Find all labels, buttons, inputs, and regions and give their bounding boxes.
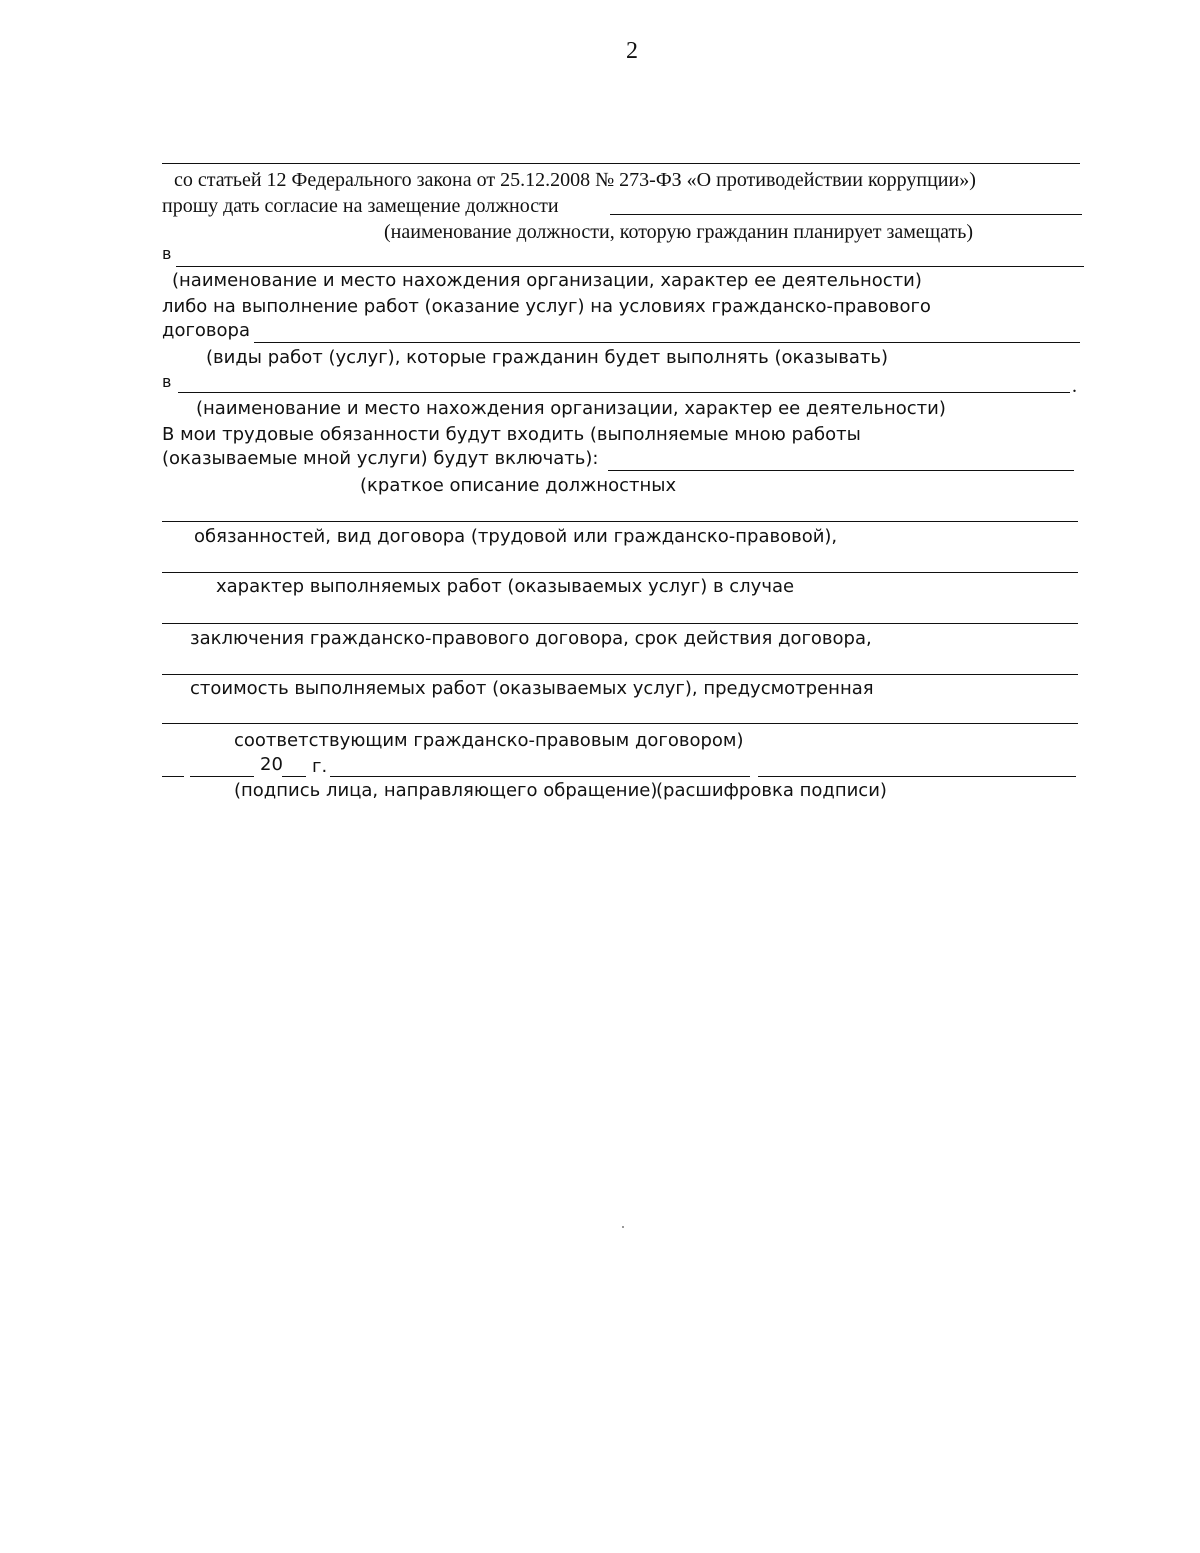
hint-duties: (краткое описание должностных bbox=[360, 475, 677, 496]
text-line-contract: договора bbox=[162, 320, 251, 341]
hint-organization: (наименование и место нахождения организации, характер ее деятельности) bbox=[196, 398, 946, 419]
duties-fill-line[interactable] bbox=[608, 470, 1074, 471]
duties-fill-line[interactable] bbox=[162, 623, 1078, 624]
organization-fill-line[interactable] bbox=[178, 392, 1070, 393]
text-line-or-work: либо на выполнение работ (оказание услуг) на условиях гражданско-правового bbox=[162, 296, 931, 317]
hint-duties: стоимость выполняемых работ (оказываемых услуг), предусмотренная bbox=[190, 678, 874, 699]
hint-duties: заключения гражданско-правового договора, срок действия договора, bbox=[190, 628, 872, 649]
contract-fill-line[interactable] bbox=[254, 342, 1080, 343]
scan-speck bbox=[622, 1226, 624, 1228]
prefix-in: в bbox=[162, 372, 172, 391]
page-number: 2 bbox=[626, 38, 638, 64]
period: . bbox=[1072, 375, 1077, 397]
text-line-duties: В мои трудовые обязанности будут входить (выполняемые мною работы bbox=[162, 424, 861, 445]
hint-duties: характер выполняемых работ (оказываемых услуг) в случае bbox=[216, 576, 795, 597]
duties-fill-line[interactable] bbox=[162, 674, 1078, 675]
hint-signature: (подпись лица, направляющего обращение) bbox=[234, 780, 658, 801]
organization-fill-line[interactable] bbox=[176, 266, 1084, 267]
duties-fill-line[interactable] bbox=[162, 723, 1078, 724]
fill-line bbox=[162, 163, 1080, 164]
hint-position: (наименование должности, которую гражданин планирует замещать) bbox=[384, 221, 974, 243]
hint-duties: соответствующим гражданско-правовым договором) bbox=[234, 730, 744, 751]
hint-organization: (наименование и место нахождения организации, характер ее деятельности) bbox=[172, 270, 922, 291]
duties-fill-line[interactable] bbox=[162, 572, 1078, 573]
decoding-line[interactable] bbox=[758, 776, 1076, 777]
position-fill-line[interactable] bbox=[610, 214, 1082, 215]
signature-line[interactable] bbox=[330, 776, 750, 777]
text-line-request: прошу дать согласие на замещение должности bbox=[162, 195, 559, 217]
date-day-line[interactable] bbox=[162, 776, 184, 777]
text-line-duties: (оказываемые мной услуги) будут включать): bbox=[162, 448, 599, 469]
date-year-prefix: 20 bbox=[260, 754, 283, 775]
prefix-in: в bbox=[162, 244, 172, 263]
hint-decoding: (расшифровка подписи) bbox=[656, 780, 887, 801]
text-line-law: со статьей 12 Федерального закона от 25.12.2008 № 273-ФЗ «О противодействии коррупции») bbox=[174, 169, 976, 191]
hint-duties: обязанностей, вид договора (трудовой или гражданско-правовой), bbox=[194, 526, 838, 547]
duties-fill-line[interactable] bbox=[162, 521, 1078, 522]
date-year-suffix: г. bbox=[312, 756, 328, 777]
hint-work-types: (виды работ (услуг), которые гражданин будет выполнять (оказывать) bbox=[206, 347, 888, 368]
date-year-line[interactable] bbox=[282, 776, 306, 777]
date-month-line[interactable] bbox=[190, 776, 254, 777]
